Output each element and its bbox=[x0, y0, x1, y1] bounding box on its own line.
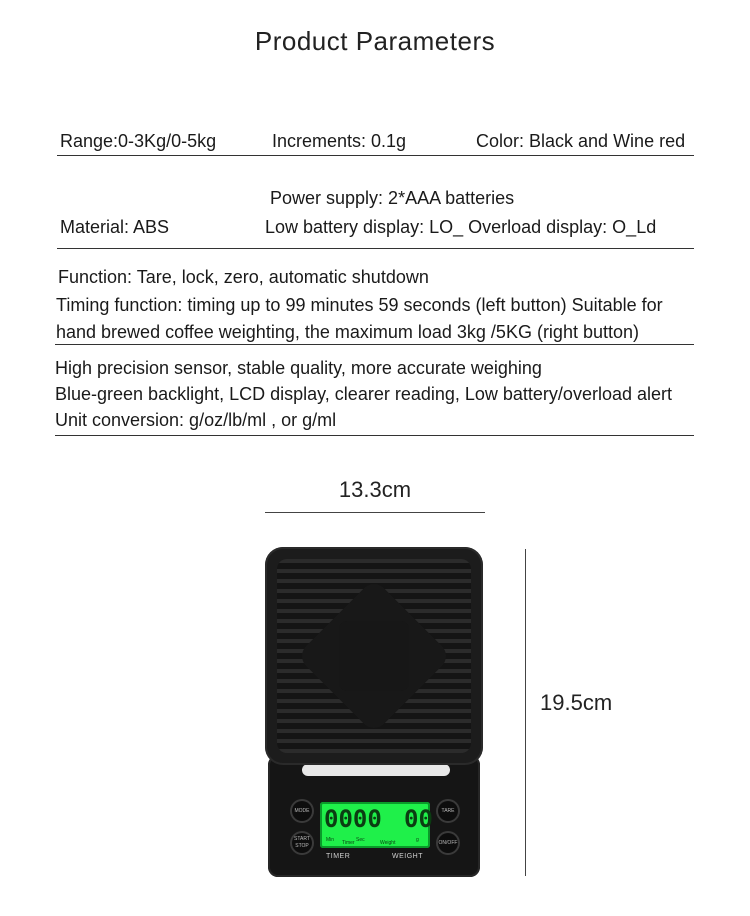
on-off-button: ON/OFF bbox=[438, 833, 458, 853]
param-sensor: High precision sensor, stable quality, more accurate weighing bbox=[55, 358, 542, 378]
param-power-supply: Power supply: 2*AAA batteries bbox=[270, 188, 515, 208]
width-dimension-label: 13.3cm bbox=[338, 477, 412, 502]
divider bbox=[57, 155, 694, 156]
platform-center-inner bbox=[339, 621, 409, 691]
scale-slot bbox=[302, 764, 450, 776]
lcd-min-label: Min bbox=[326, 837, 335, 843]
divider bbox=[57, 248, 694, 249]
lcd-timer-digits: 0000 bbox=[324, 805, 382, 833]
weight-label: WEIGHT bbox=[392, 853, 423, 860]
param-timing-line1: Timing function: timing up to 99 minutes 59 seconds (left button) Suitable for bbox=[56, 295, 663, 315]
lcd-unit: g bbox=[416, 837, 419, 843]
lcd-timer-label: Timer bbox=[342, 840, 355, 846]
param-display: Low battery display: LO_ Overload display: O_Ld bbox=[265, 217, 657, 237]
divider bbox=[55, 344, 694, 345]
page-title: Product Parameters bbox=[254, 26, 496, 56]
param-range: Range:0-3Kg/0-5kg bbox=[60, 131, 217, 151]
param-timing-line2: hand brewed coffee weighting, the maximum load 3kg /5KG (right button) bbox=[56, 322, 639, 342]
param-color: Color: Black and Wine red bbox=[476, 131, 686, 151]
divider bbox=[55, 435, 694, 436]
param-increments: Increments: 0.1g bbox=[272, 131, 407, 151]
width-dimension-line bbox=[265, 512, 485, 513]
lcd-weight-digits: 00 bbox=[404, 805, 433, 833]
height-dimension-label: 19.5cm bbox=[540, 690, 613, 715]
start-stop-button: START STOP bbox=[292, 833, 312, 853]
param-backlight: Blue-green backlight, LCD display, clearer reading, Low battery/overload alert bbox=[55, 384, 672, 404]
tare-button: TARE bbox=[438, 801, 458, 821]
param-material: Material: ABS bbox=[60, 217, 170, 237]
lcd-display bbox=[320, 802, 433, 848]
scale-weighing-platform bbox=[265, 547, 483, 765]
height-dimension-line bbox=[525, 549, 526, 876]
param-function: Function: Tare, lock, zero, automatic shutdown bbox=[58, 267, 429, 287]
timer-label: TIMER bbox=[326, 853, 351, 860]
mode-button: MODE bbox=[292, 801, 312, 821]
lcd-weight-label: Weight bbox=[380, 840, 396, 846]
param-unit: Unit conversion: g/oz/lb/ml , or g/ml bbox=[55, 410, 337, 430]
lcd-sec-label: Sec bbox=[356, 837, 365, 843]
